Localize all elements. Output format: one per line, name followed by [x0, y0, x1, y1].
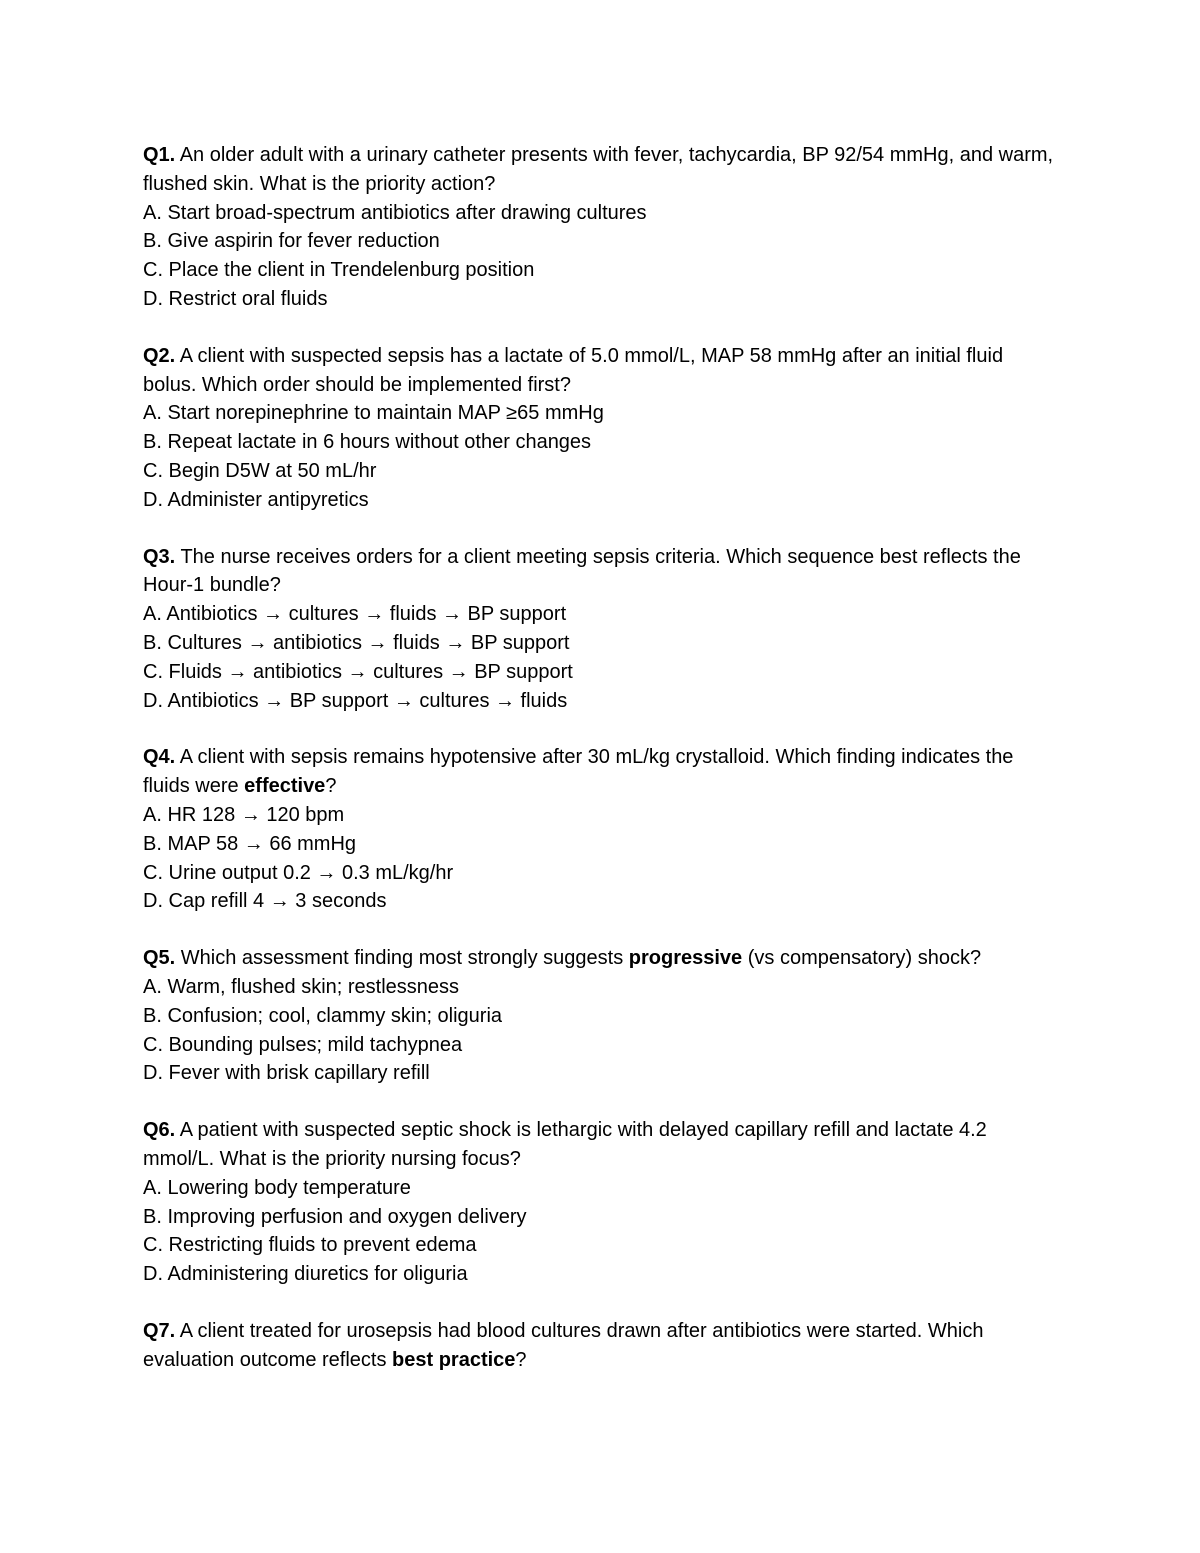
- answer-option-c: C. Restricting fluids to prevent edema: [143, 1234, 477, 1257]
- answer-option-d: D. Antibiotics → BP support → cultures → fluids: [143, 689, 568, 712]
- question-5: [143, 944, 1060, 1088]
- answer-option-b: B. Improving perfusion and oxygen delivery: [143, 1205, 527, 1228]
- emphasized-term: best practice: [392, 1348, 516, 1371]
- emphasized-term: progressive: [628, 947, 743, 970]
- question-stem: [143, 1317, 1060, 1375]
- answer-option-c: C. Begin D5W at 50 mL/hr: [143, 459, 377, 482]
- question-text-end: ?: [515, 1348, 527, 1371]
- question-number: Q4.: [143, 746, 176, 769]
- answer-option-a: A. Warm, flushed skin; restlessness: [143, 975, 460, 998]
- question-text: Which assessment finding most strongly suggests: [175, 947, 629, 970]
- answer-option-b: B. Give aspirin for fever reduction: [143, 230, 440, 253]
- question-text: A patient with suspected septic shock is lethargic with delayed capillary refill and lactate 4.2 mmol/L. What is the priority nursing focus?: [143, 1119, 987, 1170]
- question-stem: [143, 944, 1060, 973]
- answer-option-b: B. Repeat lactate in 6 hours without other changes: [143, 431, 592, 454]
- question-stem: [143, 342, 1060, 400]
- question-number: Q5.: [143, 947, 176, 970]
- answer-option-d: D. Cap refill 4 → 3 seconds: [143, 890, 387, 913]
- answer-option-c: C. Place the client in Trendelenburg position: [143, 259, 535, 282]
- question-text: A client with sepsis remains hypotensive after 30 mL/kg crystalloid. Which finding indicates the fluids were: [143, 746, 1014, 798]
- answer-option-a: A. Lowering body temperature: [143, 1176, 411, 1199]
- question-1: [143, 141, 1060, 314]
- question-number: Q6.: [143, 1119, 176, 1142]
- question-stem: [143, 743, 1060, 801]
- question-number: Q1.: [143, 144, 176, 166]
- question-text: A client treated for urosepsis had blood cultures drawn after antibiotics were started. Which evaluation outcome reflects: [143, 1319, 984, 1371]
- answer-option-a: A. HR 128 → 120 bpm: [143, 803, 345, 826]
- question-text-end: (vs compensatory) shock?: [742, 947, 982, 970]
- question-text: An older adult with a urinary catheter presents with fever, tachycardia, BP 92/54 mmHg, and warm, flushed skin. What is the priority action?: [143, 144, 1054, 195]
- question-number: Q2.: [143, 344, 176, 367]
- question-number: Q7.: [143, 1319, 176, 1342]
- answer-option-a: A. Start broad-spectrum antibiotics after drawing cultures: [143, 201, 647, 224]
- answer-option-d: D. Restrict oral fluids: [143, 287, 328, 310]
- question-4: [143, 743, 1060, 916]
- answer-option-c: C. Fluids → antibiotics → cultures → BP support: [143, 660, 573, 683]
- question-2: [143, 342, 1060, 515]
- answer-option-d: D. Fever with brisk capillary refill: [143, 1062, 430, 1085]
- answer-option-b: B. Confusion; cool, clammy skin; oliguria: [143, 1004, 503, 1027]
- emphasized-term: effective: [244, 775, 326, 798]
- answer-option-b: B. MAP 58 → 66 mmHg: [143, 832, 357, 855]
- answer-option-c: C. Urine output 0.2 → 0.3 mL/kg/hr: [143, 861, 454, 884]
- question-text: A client with suspected sepsis has a lactate of 5.0 mmol/L, MAP 58 mmHg after an initial fluid bolus. Which order should be implemented first?: [143, 344, 1004, 396]
- answer-option-a: A. Antibiotics → cultures → fluids → BP support: [143, 603, 567, 626]
- question-stem: [143, 543, 1060, 601]
- question-number: Q3.: [143, 545, 176, 568]
- question-6: [143, 1116, 1060, 1289]
- answer-option-c: C. Bounding pulses; mild tachypnea: [143, 1033, 463, 1056]
- question-stem: [143, 141, 1060, 199]
- answer-option-a: A. Start norepinephrine to maintain MAP ≥65 mmHg: [143, 402, 604, 425]
- answer-option-d: D. Administer antipyretics: [143, 488, 369, 511]
- question-text: The nurse receives orders for a client meeting sepsis criteria. Which sequence best reflects the Hour-1 bundle?: [143, 545, 1021, 597]
- question-stem: [143, 1116, 1060, 1174]
- answer-option-b: B. Cultures → antibiotics → fluids → BP support: [143, 631, 570, 654]
- question-7: [143, 1317, 1060, 1375]
- question-text-end: ?: [325, 775, 337, 798]
- answer-option-d: D. Administering diuretics for oliguria: [143, 1263, 468, 1286]
- question-3: [143, 543, 1060, 716]
